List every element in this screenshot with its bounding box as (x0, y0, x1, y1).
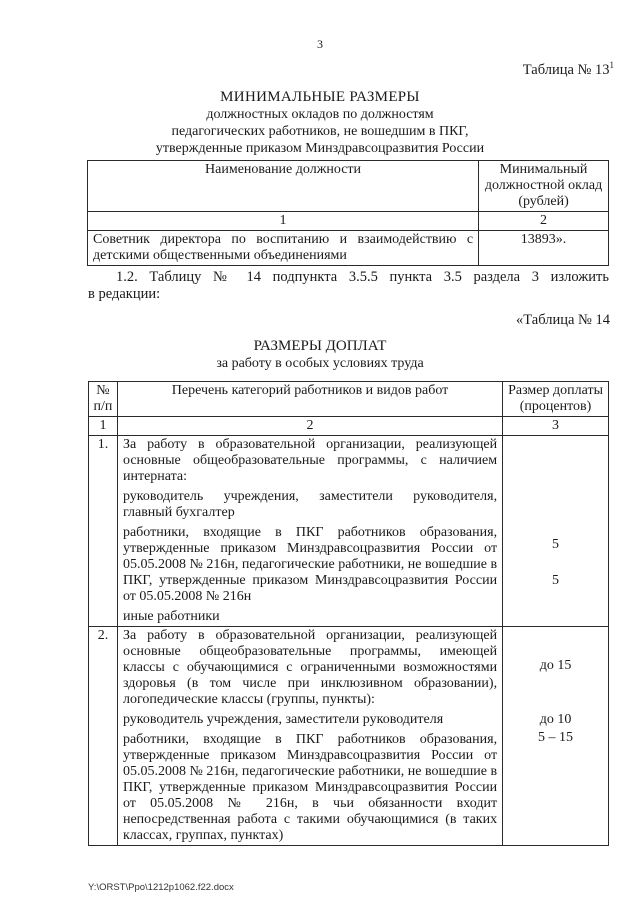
table-14-header-category: Перечень категорий работников и видов работ (117, 382, 502, 417)
table-13-colnum-row (88, 212, 609, 231)
table-13-subtitle-line: педагогических работников, не вошедшим в ПКГ, (171, 124, 469, 139)
category-intro: За работу в образовательной организации, реализующей основные общеобразовательные программы, с наличием интерната: (122, 437, 498, 484)
amount-value: 5 (552, 573, 560, 588)
table-13-subtitle-line: должностных окладов по должностям (206, 107, 434, 122)
table-13-position-name: Советник директора по воспитанию и взаимодействию с детскими общественными объединениями (88, 231, 479, 266)
table-14-colnum: 2 (117, 417, 502, 436)
table-14-colnum-row (89, 417, 609, 436)
table-13 (87, 160, 609, 266)
table-13-colnum: 1 (88, 212, 479, 231)
file-path-footer: Y:\ORST\Ppo\1212p1062.f22.docx (88, 882, 234, 893)
amount-cell (503, 436, 609, 673)
table-13-subtitle (60, 106, 580, 157)
category-item: иные работники (122, 609, 220, 624)
table-13-label-sup: 1 (609, 60, 614, 70)
table-row (88, 231, 609, 266)
table-13-header-name: Наименование должности (88, 161, 479, 212)
table-14-title: РАЗМЕРЫ ДОПЛАТ (253, 338, 387, 354)
amount-value: до 15 (539, 658, 572, 673)
table-14-header-row (89, 382, 609, 417)
row-number: 1. (89, 436, 118, 627)
table-13-title: МИНИМАЛЬНЫЕ РАЗМЕРЫ (220, 89, 420, 105)
table-13-label (523, 60, 614, 79)
table-13-salary-value: 13893». (479, 231, 609, 266)
category-item: руководитель учреждения, заместители руководителя (122, 712, 444, 727)
table-13-subtitle-line: утвержденные приказом Минздравсоцразвития России (155, 141, 485, 156)
amount-value: до 10 (539, 712, 572, 727)
table-14-colnum: 3 (503, 417, 609, 436)
table-14-subtitle: за работу в особых условиях труда (216, 356, 424, 371)
table-13-header-salary: Минимальный должностной оклад (рублей) (479, 161, 609, 212)
table-14-header-num: № п/п (89, 382, 118, 417)
amount-value: 5 – 15 (538, 730, 574, 745)
table-14-header-amount: Размер доплаты (процентов) (503, 382, 609, 417)
category-item: работники, входящие в ПКГ работников образования, утвержденные приказом Минздравсоцразвития России от 05.05.2008 № 216н, педагогические работники, не вошедшие в ПКГ, утвержденные приказом Минздравсоцразвития России от 05.05.2008 № 216н, в чьи обязанности входит непосредственная работа с такими обучающимися (в таких классах, группах, пунктах) (122, 732, 498, 843)
paragraph-line-2: в редакции: (88, 286, 161, 302)
table-13-label-text: Таблица № 13 (522, 62, 610, 78)
paragraph-1-2 (88, 269, 609, 303)
category-cell (117, 436, 502, 627)
table-13-colnum: 2 (479, 212, 609, 231)
table-14-label: «Таблица № 14 (516, 312, 610, 328)
category-item: руководитель учреждения, заместители руководителя, главный бухгалтер (122, 489, 498, 520)
category-intro: За работу в образовательной организации, реализующей основные общеобразовательные программы, имеющей классы с обучающимися с ограниченными возможностями здоровья (в том числе при инклюзивном образовании), логопедические классы (группы, пункты): (122, 628, 498, 707)
table-14-colnum: 1 (89, 417, 118, 436)
page-number: 3 (317, 37, 323, 51)
category-cell (117, 627, 502, 846)
amount-value: 5 (552, 537, 560, 552)
row-number: 2. (89, 627, 118, 846)
amount-cell (503, 627, 609, 846)
category-item: работники, входящие в ПКГ работников образования, утвержденные приказом Минздравсоцразвития России от 05.05.2008 № 216н, педагогические работники, не вошедшие в ПКГ, утвержденные приказом Минздравсоцразвития России от 05.05.2008 № 216н (122, 525, 498, 604)
table-14 (88, 381, 609, 846)
table-row (89, 436, 609, 627)
table-13-header-row (88, 161, 609, 212)
table-row (89, 627, 609, 846)
paragraph-line-1: 1.2. Таблицу № 14 подпункта 3.5.5 пункта 3.5 раздела 3 изложить (116, 269, 609, 285)
